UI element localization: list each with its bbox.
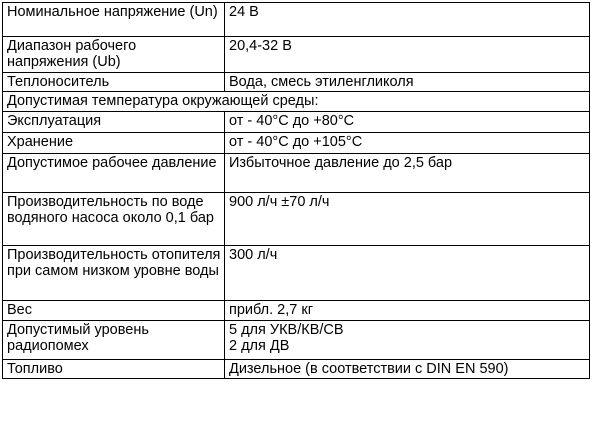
- param-cell: Номинальное напряжение (Un): [3, 3, 225, 37]
- param-cell: Теплоноситель: [3, 73, 225, 92]
- param-cell: Производительность по воде водяного насоса около 0,1 бар: [3, 193, 225, 246]
- value-cell: от - 40°С до +80°С: [225, 112, 590, 133]
- value-cell: 24 В: [225, 3, 590, 37]
- value-cell: 20,4-32 В: [225, 37, 590, 73]
- param-cell: Эксплуатация: [3, 112, 225, 133]
- table-row: [3, 246, 590, 301]
- value-cell: Дизельное (в соответствии с DIN EN 590): [225, 360, 590, 379]
- param-cell: Топливо: [3, 360, 225, 379]
- value-cell: Избыточное давление до 2,5 бар: [225, 154, 590, 193]
- value-cell: 900 л/ч ±70 л/ч: [225, 193, 590, 246]
- table-row: [3, 321, 590, 360]
- value-cell: [225, 321, 590, 360]
- table-row: [3, 3, 590, 37]
- param-cell: Допустимое рабочее давление: [3, 154, 225, 193]
- specifications-table: [2, 2, 590, 379]
- section-header-row: [3, 92, 590, 112]
- param-cell: Производительность отопителя при самом низком уровне воды: [3, 246, 225, 301]
- value-cell: прибл. 2,7 кг: [225, 301, 590, 321]
- value-cell: от - 40°С до +105°С: [225, 133, 590, 154]
- value-line: 5 для УКВ/КВ/СВ: [229, 322, 344, 338]
- table-row: [3, 112, 590, 133]
- value-cell: 300 л/ч: [225, 246, 590, 301]
- param-cell: Допустимый уровень радиопомех: [3, 321, 225, 360]
- param-cell: Диапазон рабочего напряжения (Ub): [3, 37, 225, 73]
- table-row: [3, 193, 590, 246]
- value-line: 2 для ДВ: [229, 338, 290, 354]
- table-row: [3, 301, 590, 321]
- param-cell: Вес: [3, 301, 225, 321]
- table-row: [3, 133, 590, 154]
- param-cell: Хранение: [3, 133, 225, 154]
- table-row: [3, 73, 590, 92]
- table-row: [3, 360, 590, 379]
- table-row: [3, 154, 590, 193]
- value-cell: Вода, смесь этиленгликоля: [225, 73, 590, 92]
- table-row: [3, 37, 590, 73]
- section-header-cell: Допустимая температура окружающей среды:: [3, 92, 590, 112]
